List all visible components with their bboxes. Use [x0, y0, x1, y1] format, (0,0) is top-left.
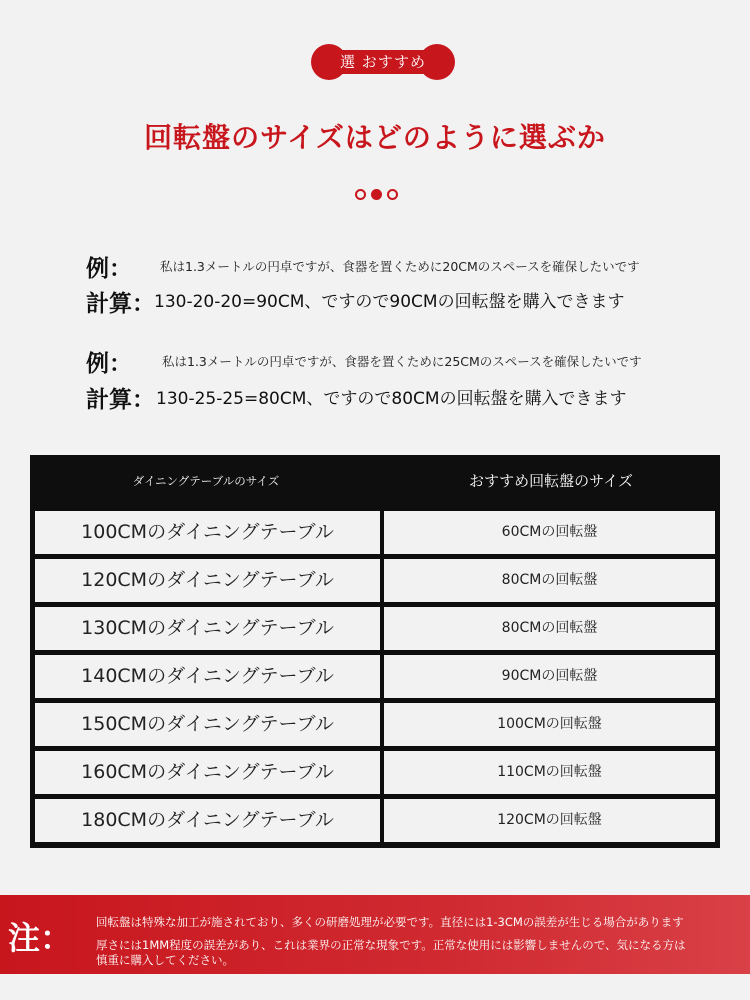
calc-2-text: 130-25-25=80CM、ですので80CMの回転盤を購入できます: [156, 389, 627, 409]
table-size-cell: 180CMのダイニングテーブル: [35, 799, 380, 842]
calc-1-label: 計算：: [86, 291, 155, 317]
example-2-label: 例：: [86, 351, 132, 377]
table-size-cell: 150CMのダイニングテーブル: [35, 703, 380, 746]
turntable-size-cell: 80CMの回転盤: [384, 607, 715, 650]
carousel-dots: [355, 189, 398, 200]
table-size-cell: 100CMのダイニングテーブル: [35, 511, 380, 554]
example-1-text: 私は1.3メートルの円卓ですが、食器を置くために20CMのスペースを確保したいです: [160, 259, 640, 274]
dot-indicator: [355, 189, 366, 200]
table-row: [35, 655, 715, 698]
turntable-size-cell: 80CMの回転盤: [384, 559, 715, 602]
size-table: [30, 455, 720, 848]
table-size-cell: 160CMのダイニングテーブル: [35, 751, 380, 794]
header-table-size: ダイニングテーブルのサイズ: [132, 474, 280, 488]
table-size-cell: 120CMのダイニングテーブル: [35, 559, 380, 602]
table-size-cell: 140CMのダイニングテーブル: [35, 655, 380, 698]
table-header: [30, 455, 720, 508]
turntable-size-cell: 100CMの回転盤: [384, 703, 715, 746]
example-2-text: 私は1.3メートルの円卓ですが、食器を置くために25CMのスペースを確保したいです: [162, 354, 642, 369]
turntable-size-cell: 120CMの回転盤: [384, 799, 715, 842]
table-row: [35, 751, 715, 794]
note-line: 慎重に購入してください。: [96, 953, 234, 967]
note-label: 注：: [8, 919, 73, 957]
dot-indicator-active: [371, 189, 382, 200]
turntable-size-cell: 60CMの回転盤: [384, 511, 715, 554]
page-title: 回転盤のサイズはどのように選ぶか: [144, 121, 606, 154]
turntable-size-cell: 90CMの回転盤: [384, 655, 715, 698]
calc-1-text: 130-20-20=90CM、ですので90CMの回転盤を購入できます: [154, 292, 625, 312]
table-row: [35, 559, 715, 602]
table-row: [35, 799, 715, 842]
note-line: 厚さには1MM程度の誤差があり、これは業界の正常な現象です。正常な使用には影響しませんので、気になる方は: [96, 938, 686, 952]
table-size-cell: 130CMのダイニングテーブル: [35, 607, 380, 650]
example-1-label: 例：: [86, 256, 132, 282]
table-row: [35, 607, 715, 650]
header-turntable-size: おすすめ回転盤のサイズ: [469, 472, 633, 490]
dot-indicator: [387, 189, 398, 200]
note-line: 回転盤は特殊な加工が施されており、多くの研磨処理が必要です。直径には1-3CMの誤差が生じる場合があります: [96, 915, 684, 929]
section-badge: [311, 44, 455, 80]
table-row: [35, 511, 715, 554]
badge-text: 選 おすすめ: [340, 53, 426, 71]
calc-2-label: 計算：: [86, 387, 155, 413]
table-row: [35, 703, 715, 746]
note-banner: [0, 895, 750, 974]
turntable-size-cell: 110CMの回転盤: [384, 751, 715, 794]
